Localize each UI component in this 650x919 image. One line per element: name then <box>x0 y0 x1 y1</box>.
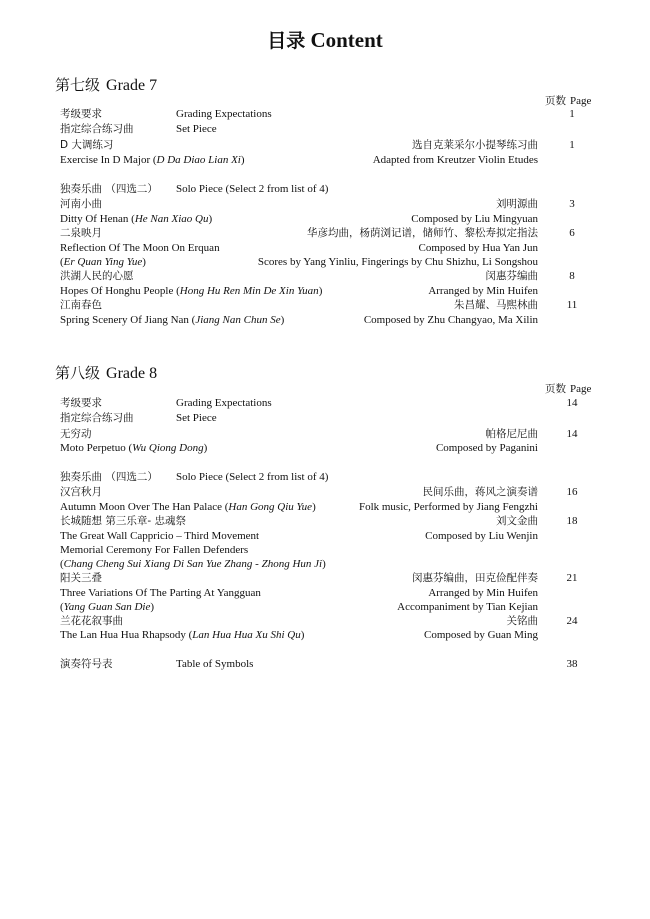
page-title <box>0 26 650 53</box>
credit-zh: 刘文金曲 <box>496 515 538 527</box>
credit-zh: 选自克莱采尔小提琴练习曲 <box>412 139 538 151</box>
piece-title-en: Autumn Moon Over The Han Palace (Han Gong Qiu Yue) <box>60 501 316 513</box>
list-item-en-2 <box>60 543 538 558</box>
list-item-en <box>60 529 538 544</box>
piece-title-zh: 兰花花叙事曲 <box>60 615 123 627</box>
section-en: Set Piece <box>176 123 217 135</box>
page-number: 8 <box>569 270 575 282</box>
section-zh: 独奏乐曲 （四选二） <box>60 183 158 195</box>
list-item[interactable] <box>60 571 538 586</box>
credit-en: Adapted from Kreutzer Violin Etudes <box>372 154 538 166</box>
grade7-expectations-row[interactable] <box>60 107 538 122</box>
grade7-exercise-en-row <box>60 153 538 168</box>
credit-en: Folk music, Performed by Jiang Fengzhi <box>358 501 538 513</box>
piece-title-zh: 无穷动 <box>60 428 92 440</box>
grade8-solo-row <box>60 470 538 485</box>
credit-en-2: Scores by Yang Yinliu, Fingerings by Chu Shizhu, Li Songshou <box>257 256 538 268</box>
page-number: 3 <box>569 198 575 210</box>
entry-en: Grading Expectations <box>176 108 272 120</box>
page-header-zh: 页数 <box>545 383 566 395</box>
credit-zh: 民间乐曲，蒋风之演奏谱 <box>422 486 538 498</box>
page-number: 1 <box>569 108 575 120</box>
grade8-zh: 第八级 <box>55 364 101 382</box>
page-header-zh: 页数 <box>545 95 566 107</box>
piece-title-en: The Lan Hua Hua Rhapsody (Lan Hua Hua Xu Shi Qu) <box>60 629 305 641</box>
credit-en: Composed by Hua Yan Jun <box>418 242 538 254</box>
section-zh: 指定综合练习曲 <box>60 412 134 424</box>
list-item-en <box>60 500 538 515</box>
piece-title-en: Spring Scenery Of Jiang Nan (Jiang Nan Chun Se) <box>60 314 285 326</box>
list-item-en <box>60 284 538 299</box>
credit-en: Arranged by Min Huifen <box>428 587 538 599</box>
piece-title-zh: D 大调练习 <box>60 139 114 151</box>
list-item[interactable] <box>60 514 538 529</box>
piece-title-en: Hopes Of Honghu People (Hong Hu Ren Min De Xin Yuan) <box>60 285 323 297</box>
entry-zh: 考级要求 <box>60 108 102 120</box>
list-item-en <box>60 586 538 601</box>
grade7-set-piece-row <box>60 122 538 137</box>
grade8-expectations-row[interactable] <box>60 396 538 411</box>
piece-title-en-pinyin: (Yang Guan San Die) <box>60 601 155 613</box>
section-zh: 独奏乐曲 （四选二） <box>60 471 158 483</box>
list-item[interactable] <box>60 614 538 629</box>
piece-title-en-pinyin: (Er Quan Ying Yue) <box>60 256 146 268</box>
symbols-row[interactable] <box>60 657 538 672</box>
grade8-set-piece-row <box>60 411 538 426</box>
list-item-en-2 <box>60 255 538 270</box>
page-number: 14 <box>566 428 578 440</box>
grade7-heading <box>55 74 157 95</box>
piece-title-zh: 洪湖人民的心愿 <box>60 270 134 282</box>
list-item-en <box>60 212 538 227</box>
entry-zh: 考级要求 <box>60 397 102 409</box>
grade7-en: Grade 7 <box>106 77 158 94</box>
list-item[interactable] <box>60 485 538 500</box>
page-column-header <box>545 93 591 108</box>
list-item-en <box>60 628 538 643</box>
credit-en: Arranged by Min Huifen <box>428 285 538 297</box>
credit-en-2: Accompaniment by Tian Kejian <box>397 601 538 613</box>
piece-title-zh: 二泉映月 <box>60 227 102 239</box>
credit-zh: 帕格尼尼曲 <box>485 428 538 440</box>
title-zh: 目录 <box>267 30 306 52</box>
piece-title-en: Moto Perpetuo (Wu Qiong Dong) <box>60 442 208 454</box>
grade7-zh: 第七级 <box>55 76 101 94</box>
list-item-en <box>60 241 538 256</box>
page-number: 16 <box>566 486 578 498</box>
list-item-en-2 <box>60 600 538 615</box>
grade7-exercise-row[interactable] <box>60 138 538 153</box>
piece-title-en: Ditty Of Henan (He Nan Xiao Qu) <box>60 213 213 225</box>
credit-zh: 华彦均曲，杨荫浏记谱，储师竹、黎松寿拟定指法 <box>307 227 538 239</box>
page-number: 18 <box>566 515 578 527</box>
page-number: 38 <box>566 658 578 670</box>
page-number: 21 <box>566 572 578 584</box>
piece-title-en: The Great Wall Cappricio – Third Movement <box>60 530 260 542</box>
entry-en: Grading Expectations <box>176 397 272 409</box>
credit-en: Composed by Liu Wenjin <box>425 530 538 542</box>
grade8-heading <box>55 362 157 383</box>
piece-title-zh: 阳关三叠 <box>60 572 102 584</box>
section-zh: 指定综合练习曲 <box>60 123 134 135</box>
section-en: Solo Piece (Select 2 from list of 4) <box>176 183 329 195</box>
entry-en: Table of Symbols <box>176 658 254 670</box>
piece-title-en: Exercise In D Major (D Da Diao Lian Xi) <box>60 154 245 166</box>
page-header-en: Page <box>570 95 592 107</box>
credit-zh: 朱昌耀、马熙林曲 <box>454 299 538 311</box>
piece-title-en-2: Memorial Ceremony For Fallen Defenders <box>60 544 249 556</box>
grade8-exercise-row[interactable] <box>60 427 538 442</box>
section-en: Solo Piece (Select 2 from list of 4) <box>176 471 329 483</box>
entry-zh: 演奏符号表 <box>60 658 113 670</box>
grade8-en: Grade 8 <box>106 365 158 382</box>
piece-title-en: Reflection Of The Moon On Erquan <box>60 242 220 254</box>
piece-title-en-pinyin: (Chang Cheng Sui Xiang Di San Yue Zhang - Zhong Hun Ji) <box>60 558 326 570</box>
page-number: 1 <box>569 139 575 151</box>
page-header-en: Page <box>570 383 592 395</box>
credit-zh: 刘明源曲 <box>496 198 538 210</box>
page-number: 6 <box>569 227 575 239</box>
piece-title-zh: 长城随想 第三乐章- 忠魂祭 <box>60 515 186 527</box>
credit-en: Composed by Paganini <box>435 442 538 454</box>
credit-zh: 闵惠芬编曲，田克俭配伴奏 <box>412 572 538 584</box>
piece-title-zh: 河南小曲 <box>60 198 102 210</box>
credit-zh: 闵惠芬编曲 <box>485 270 538 282</box>
page-column-header <box>545 381 591 396</box>
grade7-solo-row <box>60 182 538 197</box>
list-item[interactable] <box>60 298 538 313</box>
page-number: 14 <box>566 397 578 409</box>
piece-title-zh: 江南春色 <box>60 299 102 311</box>
piece-title-zh: 汉宫秋月 <box>60 486 102 498</box>
piece-title-en: Three Variations Of The Parting At Yangguan <box>60 587 261 599</box>
credit-en: Composed by Liu Mingyuan <box>411 213 538 225</box>
section-en: Set Piece <box>176 412 217 424</box>
grade8-exercise-en-row <box>60 441 538 456</box>
list-item-en-3 <box>60 557 538 572</box>
title-en: Content <box>310 28 383 52</box>
page-number: 24 <box>566 615 578 627</box>
list-item[interactable] <box>60 226 538 241</box>
list-item[interactable] <box>60 197 538 212</box>
page-number: 11 <box>566 299 578 311</box>
list-item-en <box>60 313 538 328</box>
list-item[interactable] <box>60 269 538 284</box>
credit-en: Composed by Guan Ming <box>424 629 538 641</box>
credit-en: Composed by Zhu Changyao, Ma Xilin <box>363 314 538 326</box>
credit-zh: 关铭曲 <box>506 615 538 627</box>
